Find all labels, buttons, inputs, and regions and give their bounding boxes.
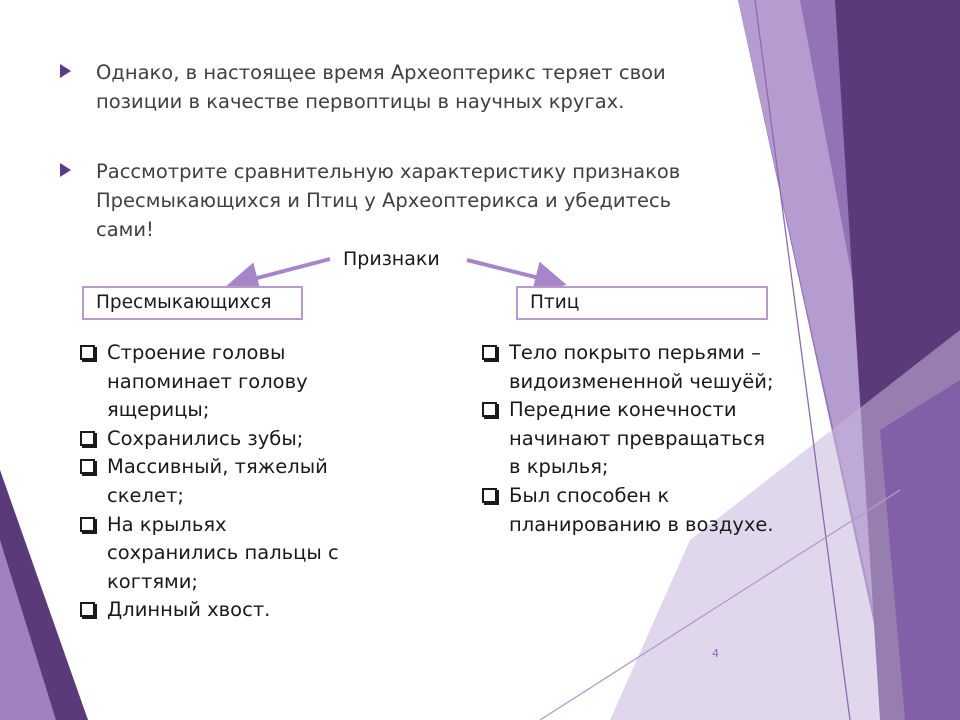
checkbox-bullet-icon (80, 459, 95, 474)
checkbox-bullet-icon (482, 345, 497, 360)
bullet-item-2 (60, 157, 700, 244)
slide-number: 4 (712, 647, 719, 660)
feature-text: Тело покрыто перьями – видоизмененной чешуёй; (509, 341, 774, 393)
bullet-item-1 (60, 58, 700, 116)
reptile-features-list (80, 339, 340, 625)
triangle-bullet-icon (60, 163, 71, 177)
bullet-text-1: Однако, в настоящее время Археоптерикс теряет свои позиции в качестве первоптицы в научных кругах. (96, 61, 666, 113)
list-item (80, 339, 340, 425)
bird-features-list (482, 339, 782, 539)
category-box-reptiles (82, 286, 303, 320)
checkbox-bullet-icon (482, 402, 497, 417)
checkbox-bullet-icon (80, 431, 95, 446)
checkbox-bullet-icon (80, 517, 95, 532)
list-item (80, 425, 340, 454)
list-item (482, 396, 782, 482)
feature-text: На крыльях сохранились пальцы с когтями; (107, 512, 339, 593)
feature-text: Длинный хвост. (107, 598, 271, 622)
checkbox-bullet-icon (482, 488, 497, 503)
feature-text: Был способен к планированию в воздухе. (509, 483, 774, 536)
list-item (482, 482, 782, 539)
feature-text: Массивный, тяжелый скелет; (107, 455, 328, 507)
category-title-reptiles: Пресмыкающихся (96, 292, 272, 313)
feature-text: Строение головы напоминает голову ящерицы; (107, 341, 308, 422)
checkbox-bullet-icon (80, 602, 95, 617)
feature-text: Сохранились зубы; (107, 426, 304, 450)
checkbox-bullet-icon (80, 345, 95, 360)
list-item (482, 339, 782, 396)
bullet-text-2: Рассмотрите сравнительную характеристику признаков Пресмыкающихся и Птиц у Археоптерикса и убедитесь сами! (96, 160, 681, 241)
list-item (80, 596, 340, 625)
triangle-bullet-icon (60, 64, 71, 78)
diagram-root-label: Признаки (343, 248, 440, 270)
category-box-birds (516, 286, 768, 320)
feature-text: Передние конечности начинают превращаться в крылья; (509, 398, 766, 479)
list-item (80, 511, 340, 597)
category-title-birds: Птиц (530, 292, 580, 313)
list-item (80, 453, 340, 510)
